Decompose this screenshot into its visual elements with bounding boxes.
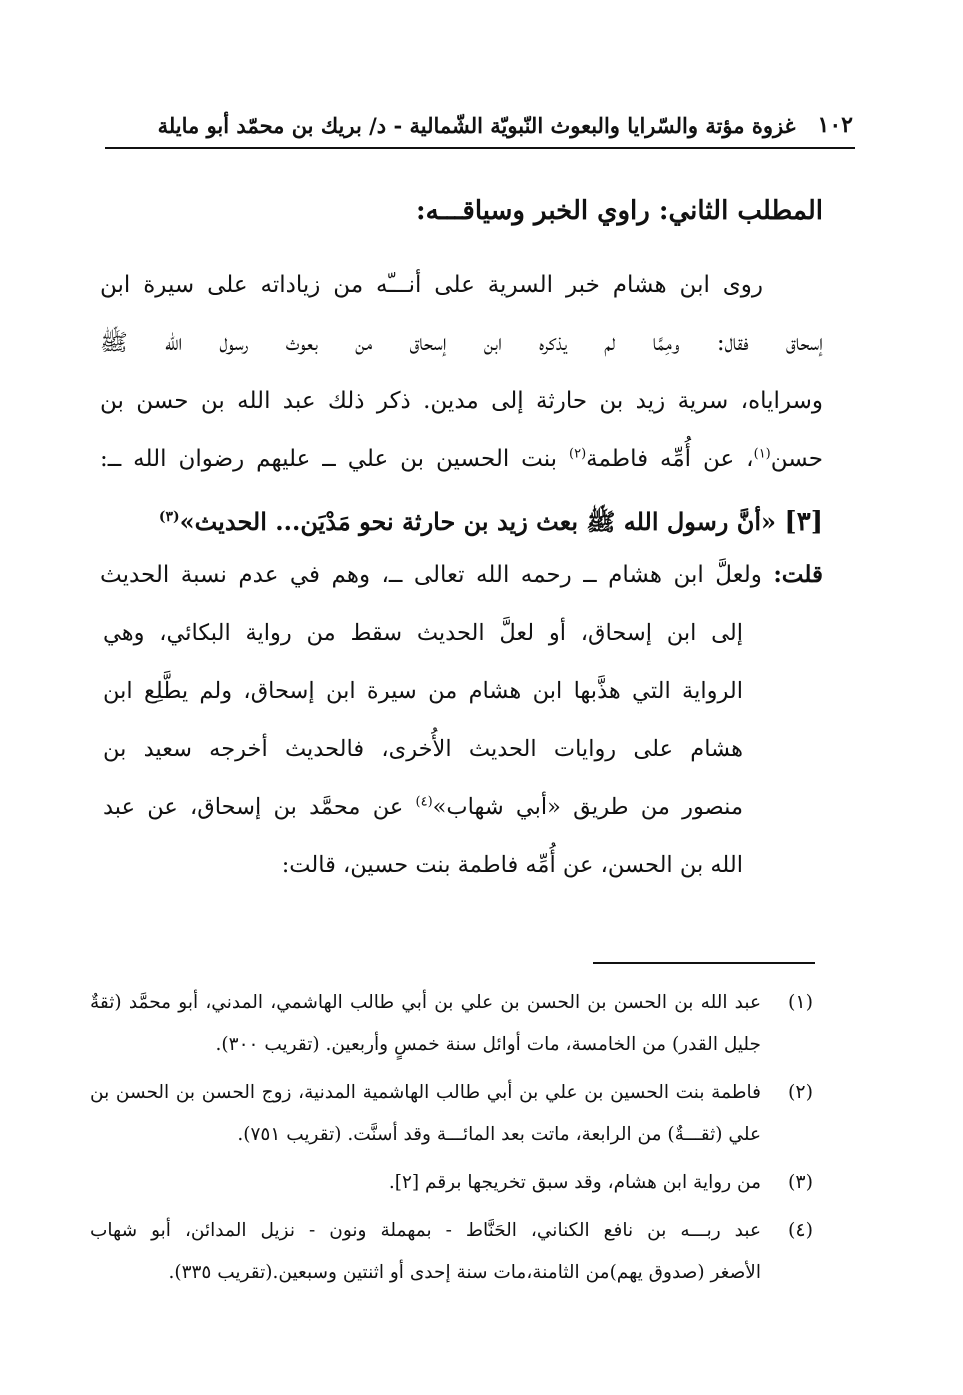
hadith-number: [٣]: [784, 507, 823, 537]
footnote-number: (١): [787, 991, 813, 1013]
body-text: بنت الحسين بن علي ــ عليهم رضوان الله ــ:: [100, 446, 570, 472]
body-line: [103, 784, 743, 842]
hadith-line: [100, 494, 823, 552]
main-text: [100, 262, 823, 900]
header-rule: [105, 147, 855, 149]
page-number: ١٠٢: [817, 112, 853, 138]
footnote-line: عبد ربـــه بن نافع الكناني، الحَنَّاط - بمهملة ونون - نزيل المدائن، أبو شهاب: [90, 1220, 761, 1241]
body-line: الرواية التي هذَّبها ابن هشام من سيرة ابن إسحاق، ولم يطَّلِع ابن: [103, 678, 743, 704]
footnote-number: (٢): [787, 1081, 813, 1103]
footnote-ref: (٤): [415, 794, 433, 810]
footnote-body: [90, 982, 761, 1066]
qultu-lead: قلت:: [773, 561, 823, 588]
running-header: [108, 108, 853, 142]
footnote: [90, 1210, 813, 1294]
footnote: [90, 982, 813, 1066]
body-line: [100, 436, 823, 494]
indented-block: [103, 610, 743, 900]
footnote-line: الأصغر (صدوق يهم)من الثامنة،مات سنة إحدى أو اثنتين وسبعين.(تقريب ٣٣٥).: [168, 1262, 761, 1283]
footnote-separator: [593, 962, 815, 964]
hadith-text: «أنَّ رسول الله ﷺ بعث زيد بن حارثة نحو مَدْيَن... الحديث»: [179, 507, 785, 536]
footnote-line: من رواية ابن هشام، وقد سبق تخريجها برقم [٢].: [388, 1172, 761, 1193]
footnote-line: عبد الله بن الحسن بن الحسن بن علي بن أبي طالب الهاشمي، المدني، أبو محمَّد (ثقةٌ: [90, 992, 761, 1013]
footnote-ref: (١): [753, 446, 771, 462]
body-text: عن محمَّد بن إسحاق، عن عبد: [103, 794, 416, 820]
body-text: ، عن أُمِّه فاطمة: [586, 446, 754, 472]
body-line: هشام على روايات الحديث الأُخرى، فالحديث أخرجه سعيد بن: [103, 736, 743, 762]
footnote-ref: (٢): [569, 446, 587, 462]
body-line: [100, 552, 823, 610]
footnote-body: [90, 1210, 761, 1294]
header-title: غزوة مؤتة والسّرايا والبعوث النّبويّة الشّمالية - د/ بريك بن محمّد أبو مايلة: [157, 112, 796, 138]
body-line: روى ابن هشام خبر السرية على أنـــّه من زياداته على سيرة ابن: [100, 272, 763, 298]
section-heading: المطلب الثاني: راوي الخبر وسياقـــه:: [416, 196, 823, 226]
footnote-line: فاطمة بنت الحسين بن علي بن أبي طالب الهاشمية المدنية، زوج الحسن بن الحسن بن: [90, 1082, 761, 1103]
footnote-line: جليل القدر) من الخامسة، مات أوائل سنة خمسٍ وأربعين. (تقريب ٣٠٠).: [215, 1034, 761, 1055]
footnote-ref: (٣): [158, 509, 180, 525]
footnote-number: (٣): [787, 1171, 813, 1193]
footnote: [90, 1072, 813, 1156]
footnote-body: [90, 1072, 761, 1156]
footnote-number: (٤): [787, 1219, 813, 1241]
body-line: إسحاق فقال: ومِمَّا لم يذكره ابن إسحاق من بعوث رسول الله ﷺ: [100, 330, 823, 356]
body-text: ولعلَّ ابن هشام ــ رحمه الله تعالى ــ، وهم في عدم نسبة الحديث: [100, 562, 774, 588]
footnotes: [90, 982, 813, 1300]
body-line: الله بن الحسن، عن أُمِّه فاطمة بنت حسين، قالت:: [281, 852, 743, 878]
body-line: إلى ابن إسحاق، أو لعلَّ الحديث سقط من رواية البكائي، وهي: [103, 620, 743, 646]
body-text: حسن: [770, 446, 823, 472]
footnote-body: [90, 1162, 761, 1204]
body-text: منصور من طريق «أبي شهاب»: [432, 794, 743, 820]
footnote: [90, 1162, 813, 1204]
footnote-line: علي (ثقـــةٌ) من الرابعة، ماتت بعد المائـــة وقد أسنَّت. (تقريب ٧٥١).: [237, 1124, 761, 1145]
body-line: وسراياه، سرية زيد بن حارثة إلى مدين. ذكر ذلك عبد الله بن حسن بن: [100, 388, 823, 414]
